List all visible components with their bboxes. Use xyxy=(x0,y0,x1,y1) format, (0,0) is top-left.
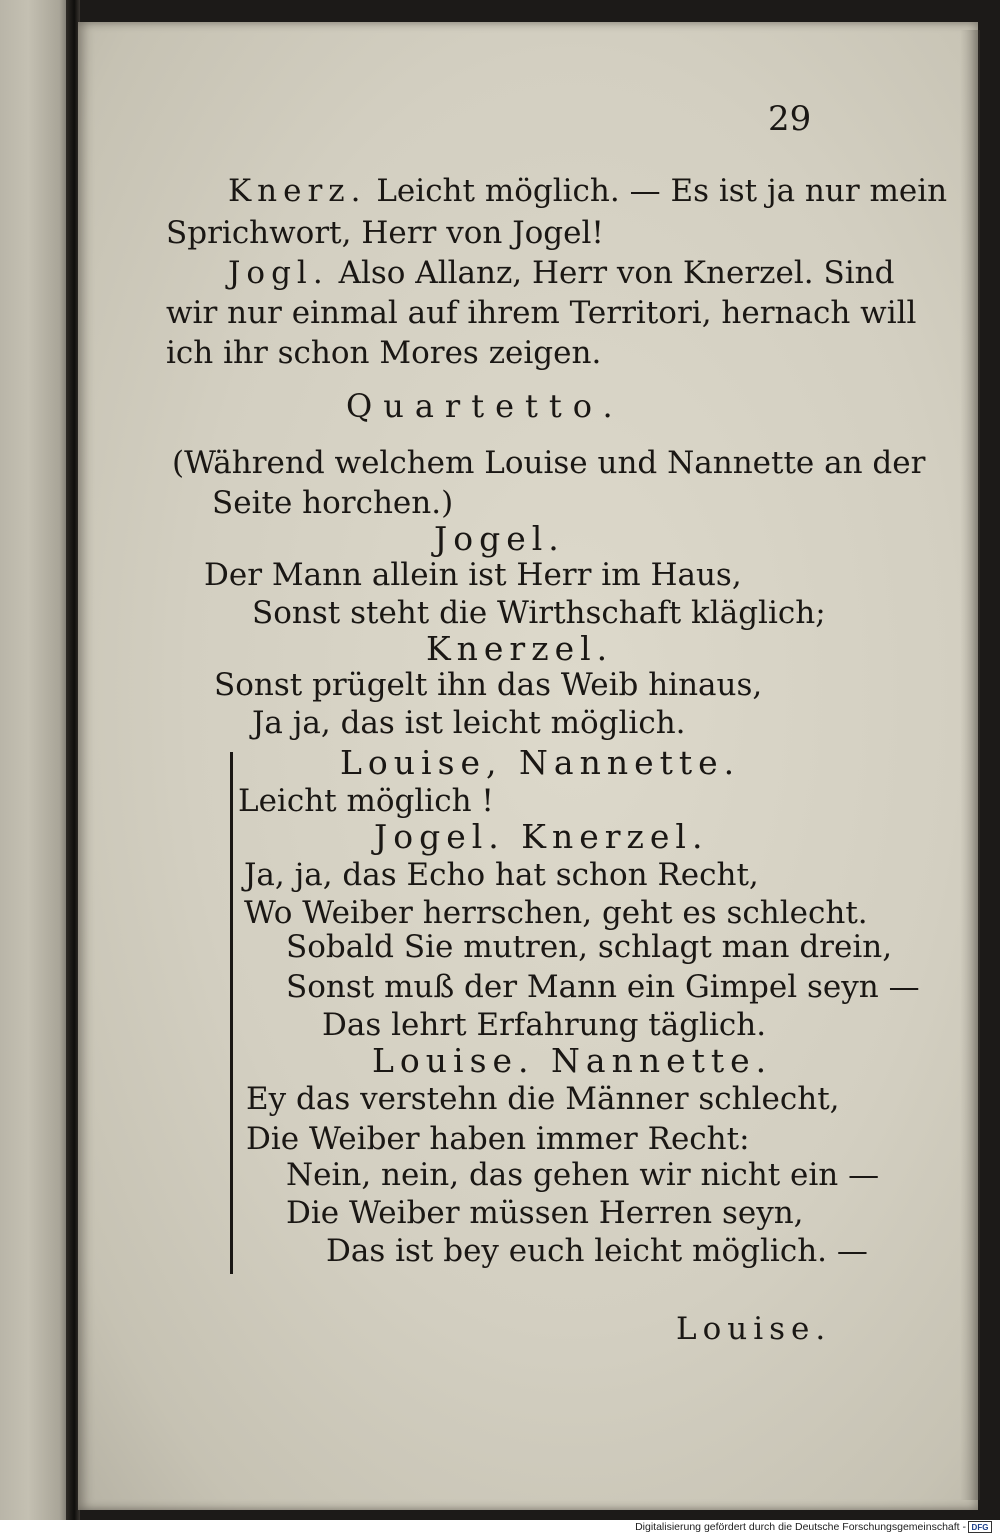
song-line: Sonst muß der Mann ein Gimpel seyn — xyxy=(286,969,920,1005)
prose-line-3 xyxy=(228,255,895,291)
song-line: Leicht möglich ! xyxy=(238,783,494,819)
song-line: Das lehrt Erfahrung täglich. xyxy=(322,1007,767,1043)
brace-bracket xyxy=(230,752,233,1274)
prose-line-1 xyxy=(228,173,948,209)
role-heading-jogel-knerzel: Jogel. Knerzel. xyxy=(374,817,709,856)
song-line: Der Mann allein ist Herr im Haus, xyxy=(204,557,742,593)
song-line: Nein, nein, das gehen wir nicht ein — xyxy=(286,1157,880,1193)
stage-direction-line-1: (Während welchem Louise und Nannette an der xyxy=(172,445,926,481)
song-line: Sonst prügelt ihn das Weib hinaus, xyxy=(214,667,763,703)
prose-line-4 xyxy=(166,295,917,331)
stage-direction-line-2: Seite horchen.) xyxy=(212,485,454,521)
prose-text: Sprichwort, Herr von Jogel! xyxy=(166,215,604,251)
prose-text: Leicht möglich. — Es ist ja nur mein xyxy=(376,173,948,209)
song-line: Wo Weiber herrschen, geht es schlecht. xyxy=(244,895,868,931)
song-line: Ja, ja, das Echo hat schon Recht, xyxy=(244,857,759,893)
adjacent-page-edge xyxy=(0,0,70,1520)
song-line: Die Weiber haben immer Recht: xyxy=(246,1121,750,1157)
role-heading-louise-nannette: Louise, Nannette. xyxy=(340,743,741,782)
dfg-logo: DFG xyxy=(968,1521,992,1533)
prose-text: Also Allanz, Herr von Knerzel. Sind xyxy=(338,255,895,291)
speaker-name: Knerz. xyxy=(228,173,367,209)
role-heading-jogel: Jogel. xyxy=(434,519,565,558)
song-line: Das ist bey euch leicht möglich. — xyxy=(326,1233,868,1269)
song-line: Ja ja, das ist leicht möglich. xyxy=(252,705,686,741)
page-number: 29 xyxy=(768,99,812,139)
page-edge-shadow xyxy=(960,30,980,1500)
song-line: Sonst steht die Wirthschaft kläglich; xyxy=(252,595,826,631)
section-title: Quartetto. xyxy=(346,387,624,425)
speaker-name: Jogl. xyxy=(228,255,329,291)
catchword: Louise. xyxy=(676,1311,832,1347)
prose-text: ich ihr schon Mores zeigen. xyxy=(166,335,602,371)
song-line: Die Weiber müssen Herren seyn, xyxy=(286,1195,804,1231)
song-line: Ey das verstehn die Männer schlecht, xyxy=(246,1081,840,1117)
prose-line-2 xyxy=(166,215,604,251)
role-heading-knerzel: Knerzel. xyxy=(426,629,614,668)
role-heading-louise-nannette-2: Louise. Nannette. xyxy=(372,1041,773,1080)
prose-line-5 xyxy=(166,335,602,371)
song-line: Sobald Sie mutren, schlagt man drein, xyxy=(286,929,893,965)
prose-text: wir nur einmal auf ihrem Territori, hernach will xyxy=(166,295,917,331)
footer-attribution: Digitalisierung gefördert durch die Deutsche Forschungsgemeinschaft - xyxy=(635,1521,966,1533)
